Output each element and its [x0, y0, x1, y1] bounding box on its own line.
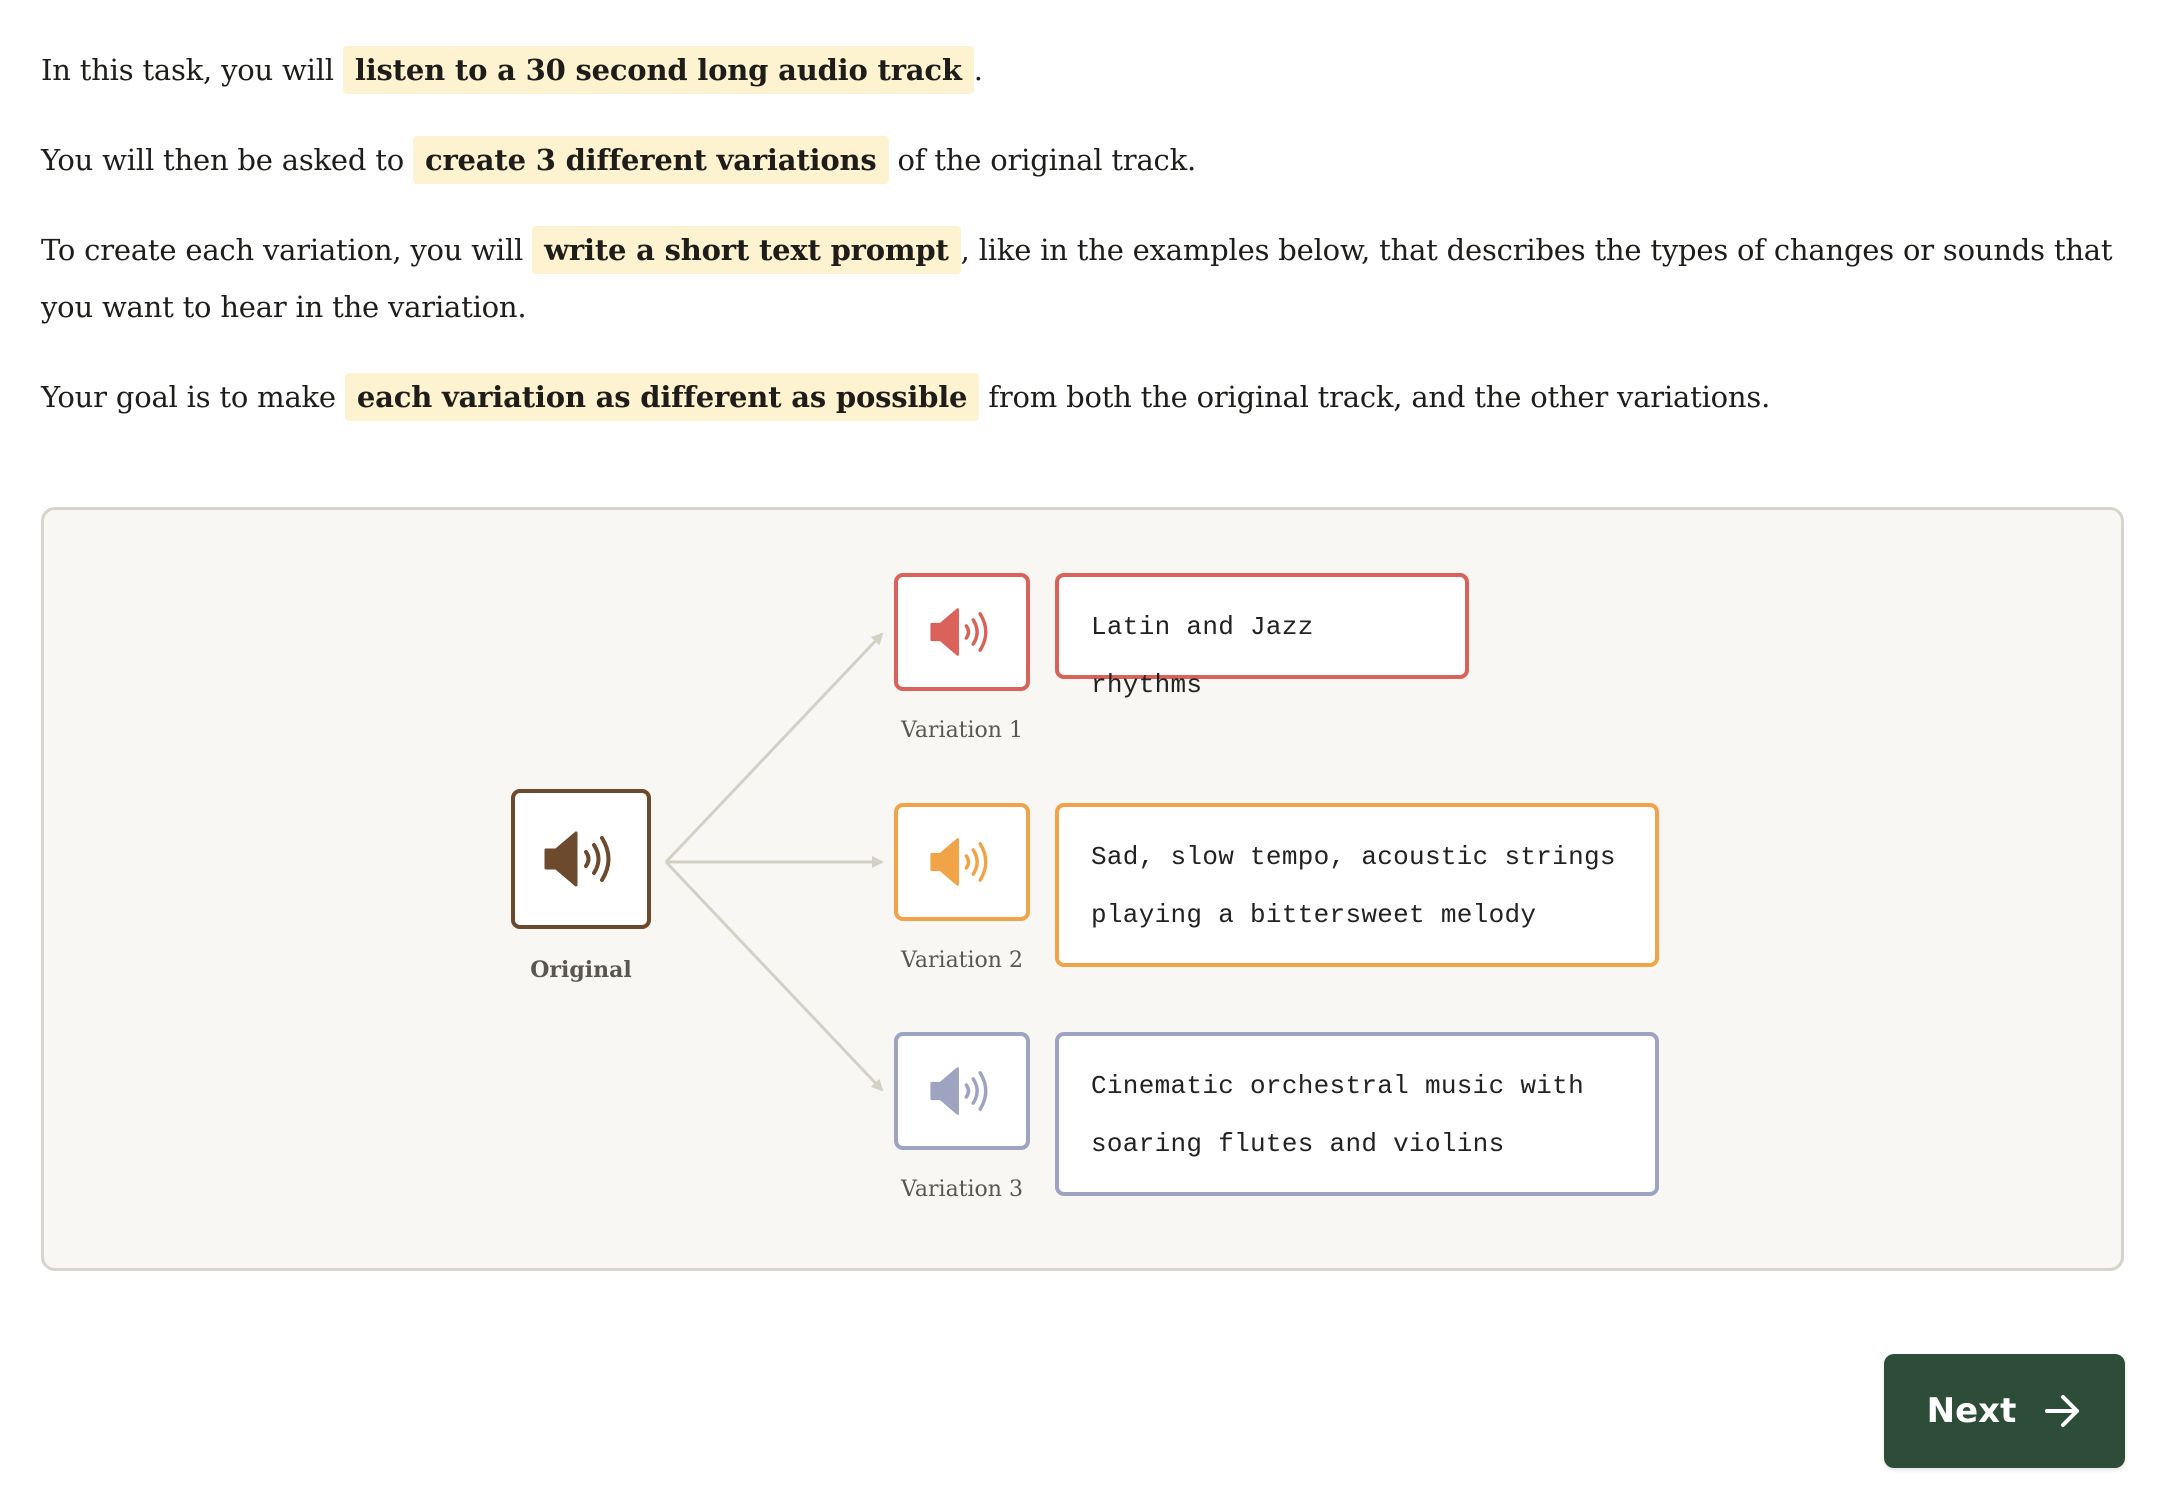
variation-3-audio-player[interactable]: [894, 1032, 1030, 1150]
instruction-text: of the original track.: [888, 143, 1196, 177]
speaker-icon: [930, 606, 994, 658]
variation-1-label: Variation 1: [901, 718, 1023, 743]
instruction-text: In this task, you will: [41, 53, 343, 87]
instructions: [41, 42, 2121, 459]
next-button[interactable]: [1884, 1354, 2125, 1468]
arrow-right-icon: [2044, 1394, 2082, 1428]
variation-2-audio-player[interactable]: [894, 803, 1030, 921]
instruction-text: You will then be asked to: [41, 143, 413, 177]
instruction-highlight: write a short text prompt: [532, 226, 961, 274]
instruction-highlight: listen to a 30 second long audio track: [343, 46, 974, 94]
original-audio-player[interactable]: [511, 789, 651, 929]
instruction-paragraph-4: [41, 369, 2121, 426]
speaker-icon: [544, 829, 618, 889]
next-button-label: Next: [1926, 1391, 2017, 1431]
instruction-text: Your goal is to make: [41, 380, 345, 414]
instruction-paragraph-1: [41, 42, 2121, 99]
variation-1-prompt[interactable]: Latin and Jazz rhythms: [1055, 573, 1469, 679]
instruction-text: To create each variation, you will: [41, 233, 533, 267]
variation-2-label: Variation 2: [901, 948, 1023, 973]
variation-2-prompt[interactable]: Sad, slow tempo, acoustic strings playing a bittersweet melody: [1055, 803, 1659, 967]
instruction-paragraph-2: [41, 132, 2121, 189]
arrow-to-variation-1: [666, 634, 882, 862]
instruction-text: , like in the examples below, that describes the types of changes or sounds that you want to hear in the variation.: [41, 233, 2113, 324]
arrow-to-variation-3: [666, 862, 882, 1090]
speaker-icon: [930, 1065, 994, 1117]
original-label: Original: [530, 957, 632, 983]
instruction-text: from both the original track, and the other variations.: [979, 380, 1771, 414]
variation-3-prompt[interactable]: Cinematic orchestral music with soaring flutes and violins: [1055, 1032, 1659, 1196]
instruction-highlight: create 3 different variations: [413, 136, 889, 184]
instruction-text: .: [973, 53, 983, 87]
variation-1-audio-player[interactable]: [894, 573, 1030, 691]
variation-3-label: Variation 3: [901, 1177, 1023, 1202]
variations-diagram: [41, 507, 2124, 1271]
speaker-icon: [930, 836, 994, 888]
instruction-paragraph-3: [41, 222, 2121, 336]
instruction-highlight: each variation as different as possible: [345, 373, 979, 421]
